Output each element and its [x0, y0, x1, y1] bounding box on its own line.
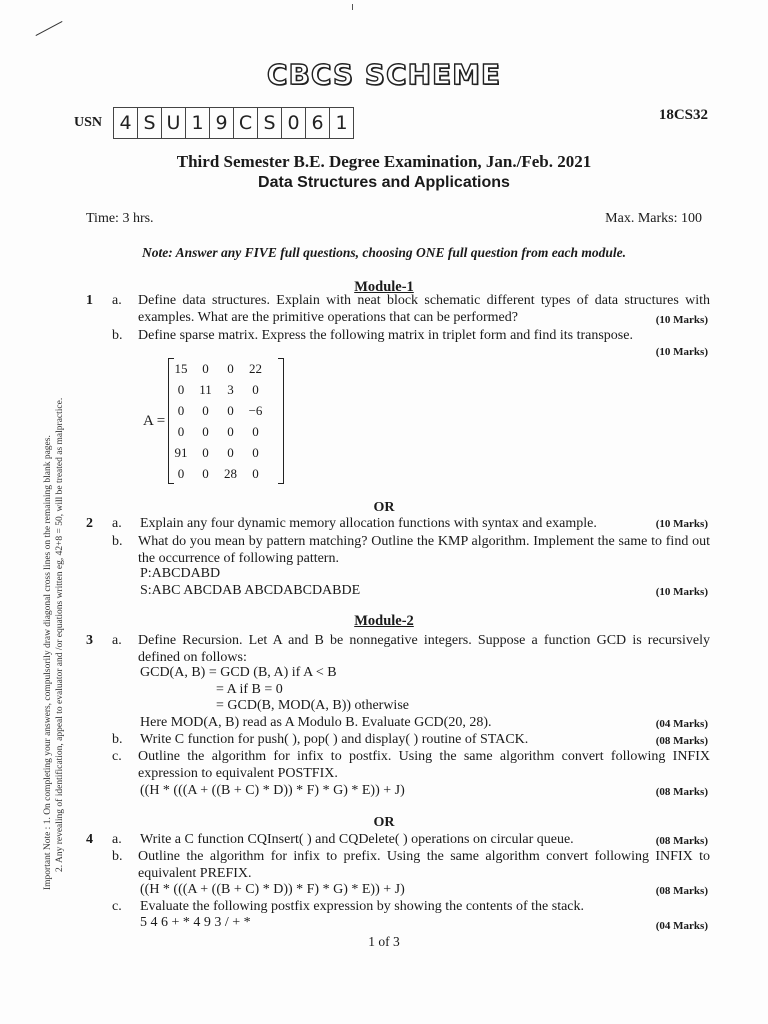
page-number: 1 of 3: [368, 934, 400, 949]
pen-mark: [36, 21, 63, 36]
subject-title: Data Structures and Applications: [258, 174, 510, 191]
question-text: Define Recursion. Let A and B be nonnegative integers. Suppose a function GCD is recursively defined on follows:: [138, 633, 710, 665]
matrix-cell: 0: [252, 445, 259, 460]
matrix-cell: 0: [227, 403, 234, 418]
question-number: 3: [86, 633, 93, 648]
instructions-note: Note: Answer any FIVE full questions, choosing ONE full question from each module.: [141, 245, 627, 260]
module-1-heading: Module-1: [354, 279, 414, 295]
question-text: Write C function for push( ), pop( ) and display( ) routine of STACK.: [140, 732, 529, 747]
formula-line: Here MOD(A, B) read as A Modulo B. Evaluate GCD(20, 28).: [140, 715, 492, 730]
matrix-cell: 0: [227, 361, 234, 376]
expression: ((H * (((A + ((B + C) * D)) * F) * G) * E)) + J): [140, 783, 405, 798]
subject-code: 18CS32: [658, 107, 708, 123]
matrix-cell: 11: [199, 382, 212, 397]
matrix-cell: 91: [174, 445, 188, 460]
part-label: a.: [112, 633, 122, 648]
matrix-row: [169, 463, 283, 484]
part-label: b.: [112, 732, 123, 747]
matrix-cell: 3: [227, 382, 234, 397]
or-divider: OR: [373, 815, 395, 830]
usn-digit-box: 0: [281, 107, 306, 139]
matrix-row: [169, 358, 283, 379]
matrix-cell: 0: [252, 382, 259, 397]
matrix-cell: 0: [252, 466, 259, 481]
part-label: b.: [112, 849, 123, 864]
pattern-string: P:ABCDABD: [140, 566, 221, 581]
usn-digit-box: S: [257, 107, 282, 139]
question-text: What do you mean by pattern matching? Outline the KMP algorithm. Implement the same to find out the occurrence of following pattern.: [138, 534, 710, 566]
matrix-cell: 0: [177, 382, 185, 397]
part-label: c.: [112, 749, 122, 764]
side-note-line-1: Important Note : 1. On completing your answers, compulsorily draw diagonal cross lines on the remaining blank pages.: [43, 435, 53, 890]
matrix-cell: 0: [177, 403, 185, 418]
question-text: Define sparse matrix. Express the following matrix in triplet form and find its transpose.: [138, 328, 633, 343]
formula-line: GCD(A, B) = GCD (B, A) if A < B: [140, 665, 337, 680]
matrix-cell: −6: [248, 403, 263, 418]
question-number: 1: [86, 293, 93, 308]
matrix-cell: 15: [174, 361, 188, 376]
matrix-row: [169, 421, 283, 442]
or-divider: OR: [373, 500, 395, 515]
time-allowed: Time: 3 hrs.: [86, 211, 154, 226]
matrix-row: [169, 442, 283, 463]
side-note-line-2: 2. Any revealing of identification, appeal to evaluator and /or equations written eg, 42+8 = 50, will be treated as malpractice.: [55, 397, 65, 872]
scheme-title: CBCS SCHEME: [266, 58, 502, 91]
matrix-cell: 0: [202, 466, 209, 481]
max-marks: Max. Marks: 100: [605, 211, 702, 226]
part-label: a.: [112, 832, 122, 847]
marks: (08 Marks): [655, 885, 708, 897]
sparse-matrix: [168, 358, 284, 484]
question-text: Outline the algorithm for infix to postfix. Using the same algorithm convert following INFIX expression to equivalent POSTFIX.: [138, 749, 710, 781]
usn-digit-box: C: [233, 107, 258, 139]
marks: (10 Marks): [655, 586, 708, 598]
question-text: Outline the algorithm for infix to prefix. Using the same algorithm convert following INFIX to equivalent PREFIX.: [138, 849, 710, 881]
matrix-row: [169, 400, 283, 421]
matrix-cell: 0: [202, 445, 209, 460]
marks: (08 Marks): [655, 835, 708, 847]
matrix-cell: 0: [227, 424, 234, 439]
part-label: c.: [112, 899, 122, 914]
marks: (10 Marks): [655, 346, 708, 358]
matrix-cell: 22: [249, 361, 262, 376]
question-number: 2: [86, 516, 93, 531]
marks: (04 Marks): [655, 718, 708, 730]
usn-digit-box: 1: [329, 107, 354, 139]
usn-digit-box: U: [161, 107, 186, 139]
matrix-row: [169, 379, 283, 400]
usn-digit-box: 1: [185, 107, 210, 139]
usn-digit-box: 9: [209, 107, 234, 139]
question-text: Evaluate the following postfix expression by showing the contents of the stack.: [140, 899, 585, 914]
matrix-cell: 28: [224, 466, 237, 481]
matrix-cell: 0: [202, 424, 209, 439]
exam-title: Third Semester B.E. Degree Examination, Jan./Feb. 2021: [176, 152, 592, 171]
marks: (08 Marks): [655, 735, 708, 747]
usn-digit-box: 6: [305, 107, 330, 139]
question-text: Explain any four dynamic memory allocation functions with syntax and example.: [140, 516, 597, 531]
part-label: a.: [112, 293, 122, 308]
module-2-heading: Module-2: [354, 613, 414, 629]
marks: (08 Marks): [655, 786, 708, 798]
matrix-cell: 0: [177, 466, 185, 481]
question-number: 4: [86, 832, 93, 847]
usn-digit-box: 4: [113, 107, 138, 139]
usn-boxes: [114, 107, 354, 139]
matrix-cell: 0: [227, 445, 234, 460]
matrix-label: A =: [143, 413, 166, 429]
marks: (10 Marks): [655, 518, 708, 530]
usn-label: USN: [74, 115, 103, 130]
usn-digit-box: S: [137, 107, 162, 139]
marks: (10 Marks): [655, 314, 708, 326]
question-text: Define data structures. Explain with neat block schematic different types of data structures with examples. What are the primitive operations that can be performed?: [138, 293, 710, 325]
formula-line: = A if B = 0: [216, 682, 283, 697]
side-note: [42, 350, 66, 890]
text-string: S:ABC ABCDAB ABCDABCDABDE: [140, 583, 361, 598]
matrix-cell: 0: [202, 361, 209, 376]
marks: (04 Marks): [655, 920, 708, 932]
pen-mark: [352, 4, 353, 10]
expression: 5 4 6 + * 4 9 3 / + *: [140, 915, 251, 930]
part-label: a.: [112, 516, 122, 531]
matrix-cell: 0: [177, 424, 185, 439]
matrix-cell: 0: [252, 424, 259, 439]
part-label: b.: [112, 328, 123, 343]
matrix-cell: 0: [202, 403, 209, 418]
question-text: Write a C function CQInsert( ) and CQDelete( ) operations on circular queue.: [140, 832, 574, 847]
formula-line: = GCD(B, MOD(A, B)) otherwise: [216, 698, 409, 713]
part-label: b.: [112, 534, 123, 549]
expression: ((H * (((A + ((B + C) * D)) * F) * G) * E)) + J): [140, 882, 405, 897]
